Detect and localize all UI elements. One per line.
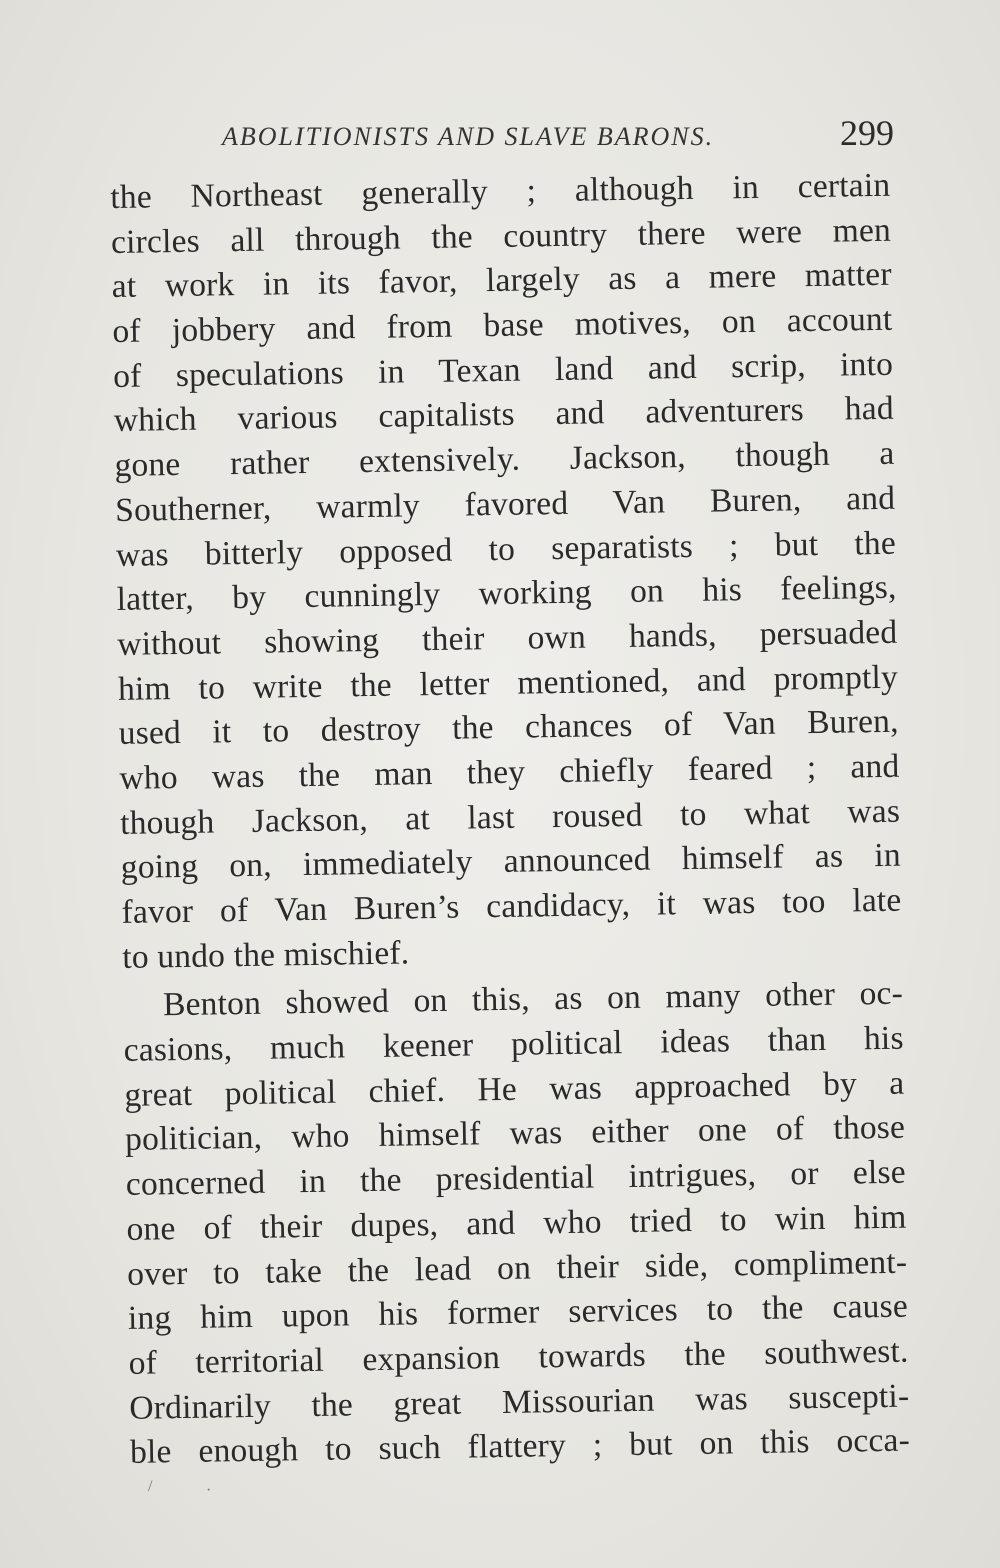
text-line: ble enough to such flattery ; but on this occa- (129, 1421, 911, 1472)
text-line: who was the man they chiefly feared ; and (119, 747, 900, 797)
text-line: great political chief. He was approached by a (124, 1064, 905, 1114)
text-line: over to take the lead on their side, compliment- (126, 1243, 908, 1293)
text-line: which various capitalists and adventurers had (113, 390, 895, 440)
text-line: at work in its favor, largely as a mere matter (111, 256, 892, 306)
text-line: Ordinarily the great Missourian was suscepti- (129, 1377, 910, 1427)
text-line: without showing their own hands, persuaded (117, 613, 898, 663)
running-title: ABOLITIONISTS AND SLAVE BARONS. (222, 122, 715, 151)
text-line: Benton showed on this, as on many other oc- (162, 975, 904, 1024)
paragraph-2 (123, 972, 911, 1476)
text-line: gone rather extensively. Jackson, though a (114, 434, 895, 485)
text-line: though Jackson, at last roused to what was (119, 792, 901, 842)
text-line: politician, who himself was either one of those (124, 1109, 906, 1159)
text-line: circles all through the country there were men (110, 211, 892, 261)
text-line: ing him upon his former services to the cause (127, 1287, 909, 1338)
text-line: latter, by cunningly working on his feelings, (116, 568, 897, 619)
text-line: used it to destroy the chances of Van Buren, (118, 702, 899, 753)
text-line: the Northeast generally ; although in certain (110, 166, 891, 216)
text-line: Southerner, warmly favored Van Buren, and (114, 479, 896, 529)
paragraph-1 (110, 164, 903, 981)
paper-speck-mark: / (148, 1478, 153, 1495)
text-line: concerned in the presidential intrigues, or else (125, 1153, 907, 1203)
paper-speck-mark: · (206, 1482, 212, 1499)
text-line: of territorial expansion towards the southwest. (128, 1332, 909, 1382)
text-line: favor of Van Buren’s candidacy, it was too late (121, 881, 902, 931)
text-line: to undo the mischief. (121, 934, 410, 976)
text-line: him to write the letter mentioned, and promptly (117, 658, 899, 708)
page-number: 299 (840, 113, 894, 153)
text-line: of jobbery and from base motives, on account (112, 300, 893, 351)
text-line: casions, much keener political ideas than his (123, 1019, 904, 1069)
text-line: one of their dupes, and who tried to win him (126, 1198, 907, 1248)
text-line: was bitterly opposed to separatists ; but the (115, 524, 897, 574)
body-text (110, 164, 910, 1476)
running-head (222, 112, 894, 156)
text-line: going on, immediately announced himself as in (120, 836, 902, 887)
text-line: of speculations in Texan land and scrip, into (112, 345, 894, 395)
